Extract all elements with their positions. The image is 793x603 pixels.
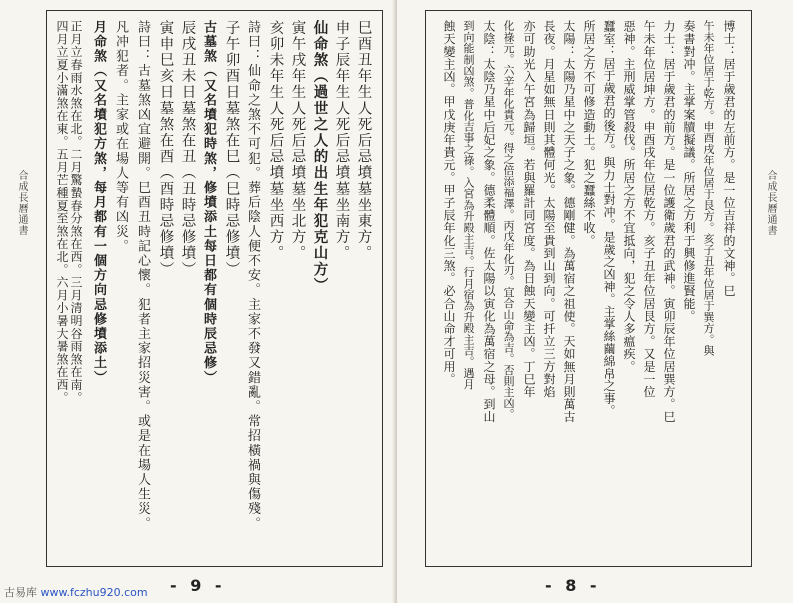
watermark-site: 古易库 xyxy=(4,586,37,599)
running-head-left: 合成長曆通書 xyxy=(16,170,27,236)
left-col-5: 亥卯未年生人死后忌墳墓坐西方。 xyxy=(267,20,284,262)
left-col-13: 月命煞（又名墳犯方煞，每月都有一個方向忌修墳添土） xyxy=(91,20,106,385)
left-col-9: 辰戌丑未日墓煞在丑（丑時忌修墳） xyxy=(179,20,196,278)
right-col-3: 奏書對冲。主掌案牘擬議。所居之方利于興修進賢能。 xyxy=(682,20,696,323)
left-col-12: 凡冲犯者。主家或在場人等有凶災。 xyxy=(113,20,128,254)
left-col-4: 寅午戌年生人死后忌墳墓坐北方。 xyxy=(289,20,306,262)
left-col-6: 詩曰：仙命之煞不可犯。葬后陰人便不安。主家不發又錯亂。常招橫禍與傷殘。 xyxy=(245,20,260,531)
left-col-11: 詩曰：古墓煞凶宜避開。巳酉丑時記心懷。犯者主家招災害。或是在場人生災。 xyxy=(135,20,150,531)
right-col-10: 長夜。月星如無日則其體何光。太陽至貴到山到向。可扦立三方對焰 xyxy=(542,20,556,398)
left-col-2: 申子辰年生人死后忌墳墓坐南方。 xyxy=(333,20,350,262)
left-col-14: 正月立春雨水煞在北。二月驚蟄春分煞在西。三月清明谷雨煞在南。 xyxy=(69,20,83,404)
right-col-1: 博士：居于歲君的左前方。是一位吉祥的文神。巳 xyxy=(722,20,736,298)
watermark-url[interactable]: www.fczhu920.com xyxy=(40,586,148,599)
right-col-2: 午未年位居于乾方。申酉戌年位居于艮方。亥子丑年位居于巽方。與 xyxy=(702,20,715,356)
left-col-15: 四月立夏小滿煞在東。五月芒種夏至煞在北。六月小暑大暑煞在西。 xyxy=(55,20,69,404)
right-col-5: 午未年位居坤方。申酉戌年位居乾方。亥子丑年位居艮方。又是一位 xyxy=(642,20,656,398)
right-col-13: 太陰：太陰乃星中后妃之象。德柔體順。佐太陽以寅化為萬宿之母。到山 xyxy=(482,20,496,424)
left-col-8: 古墓煞（又名墳犯時煞，修墳添土每日都有個時辰忌修） xyxy=(201,20,216,385)
page-number-right: - 8 - xyxy=(545,576,601,595)
right-col-11: 亦可助光入午宮為歸垣。若與羅計同宮度。為日蝕天變主凶。丁巳年 xyxy=(522,20,536,398)
right-col-9: 太陽：太陽乃星中之天子之象。德剛健。為萬宿之祖使。天如無月則萬古 xyxy=(562,20,576,424)
right-col-15: 蝕天變主凶。甲戊庚年貴元。甲子辰年化三煞。必合山命才可用。 xyxy=(442,20,456,386)
right-page xyxy=(397,0,793,603)
watermark xyxy=(4,584,148,600)
left-col-7: 子午卯酉日墓煞在巳（巳時忌修墳） xyxy=(223,20,240,278)
right-col-4: 力士：居于歲君的前方。是一位護衛歲君的武神。寅卯辰年位居巽方。巳 xyxy=(662,20,676,424)
running-head-right: 合成長曆通書 xyxy=(765,170,776,236)
right-col-7: 蠶室：居于歲君的後方。與力士對冲。是歲之凶神。主掌絲繭綿帛之事。 xyxy=(602,20,616,417)
left-col-10: 寅申巳亥日墓煞在酉（酉時忌修墳） xyxy=(157,20,174,278)
right-col-14: 到向能制凶煞。普化吉事之祿。入宮為升殿主吉。行月宿為升殿主吉。遇月 xyxy=(462,20,475,390)
right-col-12: 化祿元。六辛年化貴元。得之倍添福澤。丙戊年化刃。宜合山命為吉。否則主凶。 xyxy=(502,20,515,420)
left-col-3: 仙命煞（過世之人的出生年犯克山方） xyxy=(311,20,329,294)
left-col-1: 巳酉丑年生人死后忌墳墓坐東方。 xyxy=(355,20,372,262)
right-col-6: 惡神。主刑威掌管殺伐。所居之方不宜抵向，犯之令人多瘟疾。 xyxy=(622,20,636,373)
right-col-8: 所居之方不可修造動土。犯之蠶絲不收。 xyxy=(582,20,596,247)
page-number-left: - 9 - xyxy=(170,576,226,595)
